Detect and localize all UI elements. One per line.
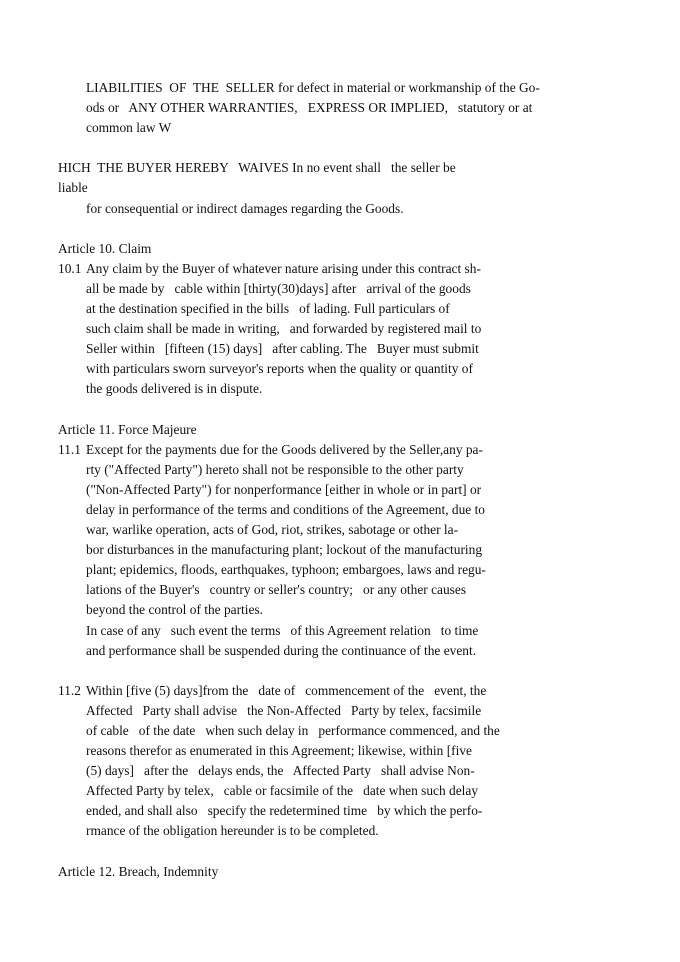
waiver-paragraph [0,158,680,218]
text-line: rmance of the obligation hereunder is to be completed. [86,823,379,839]
text-line: (5) days] after the delays ends, the Affected Party shall advise Non- [86,763,475,779]
article-12-heading: Article 12. Breach, Indemnity [58,863,219,879]
text-line: HICH THE BUYER HEREBY WAIVES In no event shall the seller be [58,160,456,176]
text-line: rty ("Affected Party") hereto shall not be responsible to the other party [86,461,464,477]
seller-liabilities-paragraph [0,78,680,138]
text-line: Within [five (5) days]from the date of commencement of the event, the [86,682,487,698]
text-line: with particulars sworn surveyor's reports when the quality or quantity of [86,361,473,377]
text-line: Any claim by the Buyer of whatever nature arising under this contract sh- [86,260,481,276]
text-line: LIABILITIES OF THE SELLER for defect in material or workmanship of the Go- [86,80,540,95]
text-line: In case of any such event the terms of this Agreement relation to time [86,622,479,638]
text-line: Except for the payments due for the Goods delivered by the Seller,any pa- [86,441,483,457]
text-line: common law W [86,120,172,136]
text-line: liable [58,180,88,196]
text-line: the goods delivered is in dispute. [86,381,263,397]
article-11-heading: Article 11. Force Majeure [58,421,197,437]
text-line: plant; epidemics, floods, earthquakes, typhoon; embargoes, laws and regu- [86,562,486,578]
text-line: for consequential or indirect damages regarding the Goods. [86,200,404,216]
article-10-heading: Article 10. Claim [58,240,152,256]
text-line: Affected Party shall advise the Non-Affected Party by telex, facsimile [86,702,482,718]
clause-10-1 [0,259,680,400]
clause-number: 10.1 [58,260,82,276]
text-line: ended, and shall also specify the redetermined time by which the perfo- [86,803,483,819]
text-line: reasons therefor as enumerated in this Agreement; likewise, within [five [86,743,472,759]
text-line: war, warlike operation, acts of God, riot, strikes, sabotage or other la- [86,522,459,538]
text-line: and performance shall be suspended during the continuance of the event. [86,642,477,658]
clause-number: 11.1 [58,441,81,457]
text-line: such claim shall be made in writing, and forwarded by registered mail to [86,321,482,337]
text-line: lations of the Buyer's country or seller's country; or any other causes [86,582,467,598]
text-line: ods or ANY OTHER WARRANTIES, EXPRESS OR IMPLIED, statutory or at [86,100,533,116]
clause-number: 11.2 [58,682,81,698]
text-line: all be made by cable within [thirty(30)days] after arrival of the goods [86,280,471,296]
text-line: Seller within [fifteen (15) days] after cabling. The Buyer must submit [86,341,479,357]
text-line: beyond the control of the parties. [86,602,264,618]
text-line: delay in performance of the terms and conditions of the Agreement, due to [86,501,485,517]
text-line: Affected Party by telex, cable or facsimile of the date when such delay [86,783,479,799]
text-line: at the destination specified in the bills of lading. Full particulars of [86,301,450,317]
text-line: of cable of the date when such delay in performance commenced, and the [86,723,500,738]
contract-document [0,78,680,882]
clause-11-2 [0,681,680,842]
clause-11-1 [0,440,680,661]
text-line: bor disturbances in the manufacturing plant; lockout of the manufacturing [86,542,483,558]
text-line: ("Non-Affected Party") for nonperformance [either in whole or in part] or [86,481,482,497]
